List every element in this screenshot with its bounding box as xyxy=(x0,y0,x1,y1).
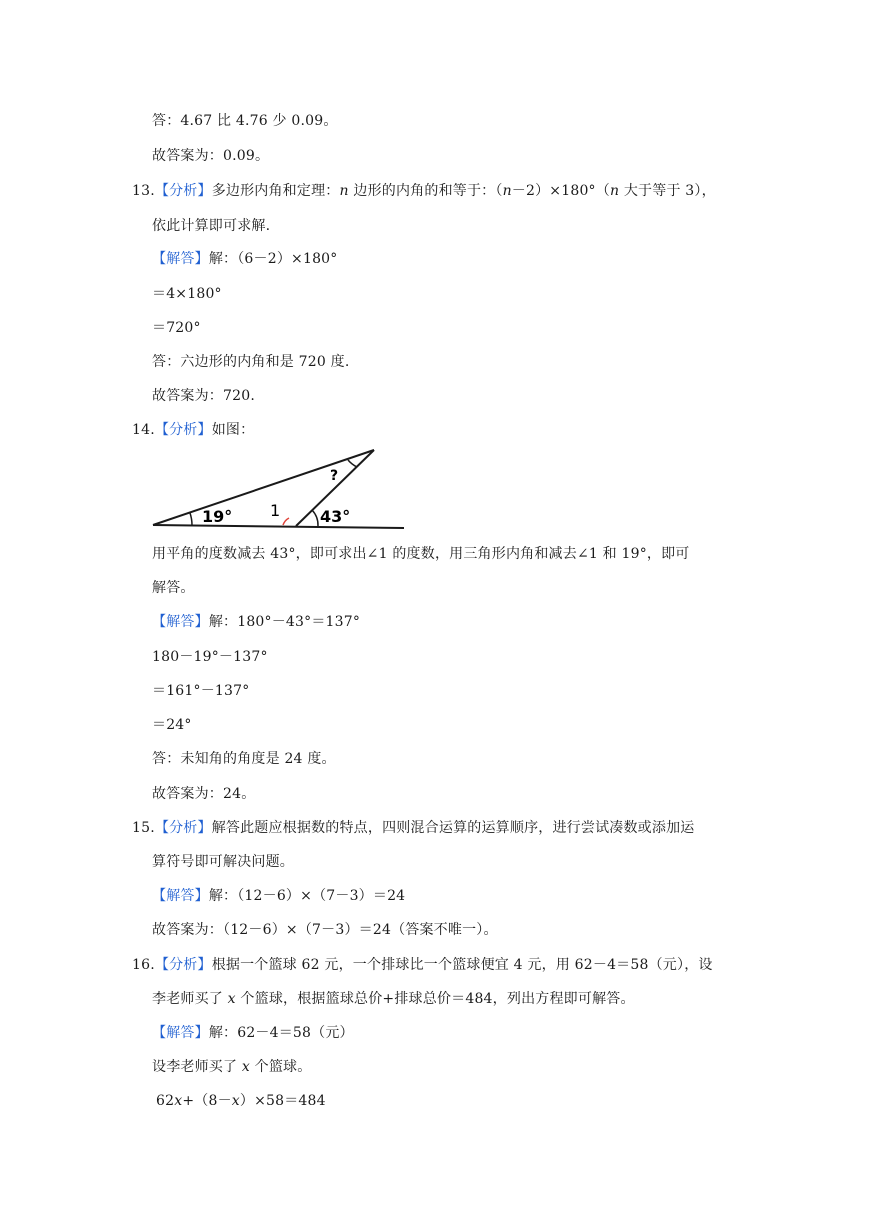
text: 解答此题应根据数的特点，四则混合运算的运算顺序，进行尝试凑数或添加运 xyxy=(211,820,695,836)
q13-solution-tag: 【解答】 xyxy=(152,251,209,267)
q15-solution xyxy=(152,886,405,906)
text: 个篮球，根据篮球总价+排球总价＝484，列出方程即可解答。 xyxy=(235,991,635,1007)
angle-19-label: 19° xyxy=(202,507,233,526)
q14-analysis xyxy=(132,420,254,440)
text: 解：（12－6）×（7－3）＝24 xyxy=(208,888,406,904)
text: +（8－ xyxy=(182,1093,232,1109)
text: 李老师买了 xyxy=(152,991,228,1007)
q15-analysis xyxy=(132,818,695,838)
text: 解：180°－43°＝137° xyxy=(208,614,361,630)
arc-43 xyxy=(312,510,318,526)
var-x: x xyxy=(227,991,236,1007)
var-n: n xyxy=(609,183,620,199)
q15-number: 15. xyxy=(132,820,155,836)
arc-top xyxy=(348,460,357,467)
angle-1-label: 1 xyxy=(270,501,281,520)
q14-analysis-tag: 【分析】 xyxy=(154,422,212,438)
q14-step2: 180－19°－137° xyxy=(152,649,268,665)
text: 边形的内角的和等于：（ xyxy=(348,183,503,199)
arc-1 xyxy=(283,518,289,525)
q15-solution-tag: 【解答】 xyxy=(152,888,209,904)
base-line xyxy=(153,525,404,528)
q13-step5: 故答案为：720. xyxy=(152,388,255,404)
q16-equation xyxy=(156,1091,326,1111)
l1: 答：4.67 比 4.76 少 0.09。 xyxy=(152,113,338,129)
text: ）×58＝484 xyxy=(239,1093,326,1109)
text: 设李老师买了 xyxy=(152,1059,242,1075)
q13-step3: ＝720° xyxy=(152,320,201,336)
text: 解：62－4＝58（元） xyxy=(208,1025,354,1041)
q14-line2: 用平角的度数减去 43°，即可求出∠1 的度数，用三角形内角和减去∠1 和 19°，即可 xyxy=(152,546,690,562)
q13-analysis xyxy=(132,181,716,201)
var-x: x xyxy=(231,1093,240,1109)
q16-solution xyxy=(152,1023,354,1043)
var-n: n xyxy=(339,183,349,199)
q16-step2 xyxy=(152,1057,311,1077)
q14-number: 14. xyxy=(132,422,155,438)
text: 解：（6－2）×180° xyxy=(208,251,338,267)
q14-step5: 答：未知角的角度是 24 度。 xyxy=(152,751,336,767)
l2: 故答案为：0.09。 xyxy=(152,148,270,164)
arc-19 xyxy=(190,513,192,525)
q16-analysis xyxy=(132,955,713,975)
var-x: x xyxy=(241,1059,250,1075)
text: 个篮球。 xyxy=(249,1059,312,1075)
var-x: x xyxy=(174,1093,183,1109)
q13-analysis-tag: 【分析】 xyxy=(154,183,212,199)
q15-analysis-tag: 【分析】 xyxy=(154,820,212,836)
var-n: n xyxy=(502,183,512,199)
q16-analysis-tag: 【分析】 xyxy=(154,957,212,973)
q15-line2: 算符号即可解决问题。 xyxy=(152,854,294,870)
angle-43-label: 43° xyxy=(320,507,351,526)
angle-unknown-label: ? xyxy=(330,468,339,484)
text: 多边形内角和定理： xyxy=(211,183,340,199)
text: 62 xyxy=(156,1093,175,1109)
q16-solution-tag: 【解答】 xyxy=(152,1025,209,1041)
q16-number: 16. xyxy=(132,957,155,973)
q13-number: 13. xyxy=(132,183,155,199)
q14-solution xyxy=(152,612,360,632)
text: 如图： xyxy=(211,422,255,438)
triangle-figure xyxy=(150,444,410,536)
text: －2）×180°（ xyxy=(511,183,610,199)
text: 大于等于 3）， xyxy=(619,183,716,199)
q16-line2 xyxy=(152,989,635,1009)
q14-solution-tag: 【解答】 xyxy=(152,614,209,630)
q14-step4: ＝24° xyxy=(152,717,192,733)
q15-step2: 故答案为：（12－6）×（7－3）＝24（答案不唯一）。 xyxy=(152,922,498,938)
text: 根据一个篮球 62 元，一个排球比一个篮球便宜 4 元，用 62－4＝58（元），设 xyxy=(211,957,713,973)
q14-line3: 解答。 xyxy=(152,580,195,596)
q13-solution xyxy=(152,249,337,269)
q13-step4: 答：六边形的内角和是 720 度. xyxy=(152,354,350,370)
q14-step6: 故答案为：24。 xyxy=(152,786,256,802)
q13-line2: 依此计算即可求解. xyxy=(152,218,271,234)
q14-step3: ＝161°－137° xyxy=(152,683,250,699)
q13-step2: ＝4×180° xyxy=(152,286,222,302)
